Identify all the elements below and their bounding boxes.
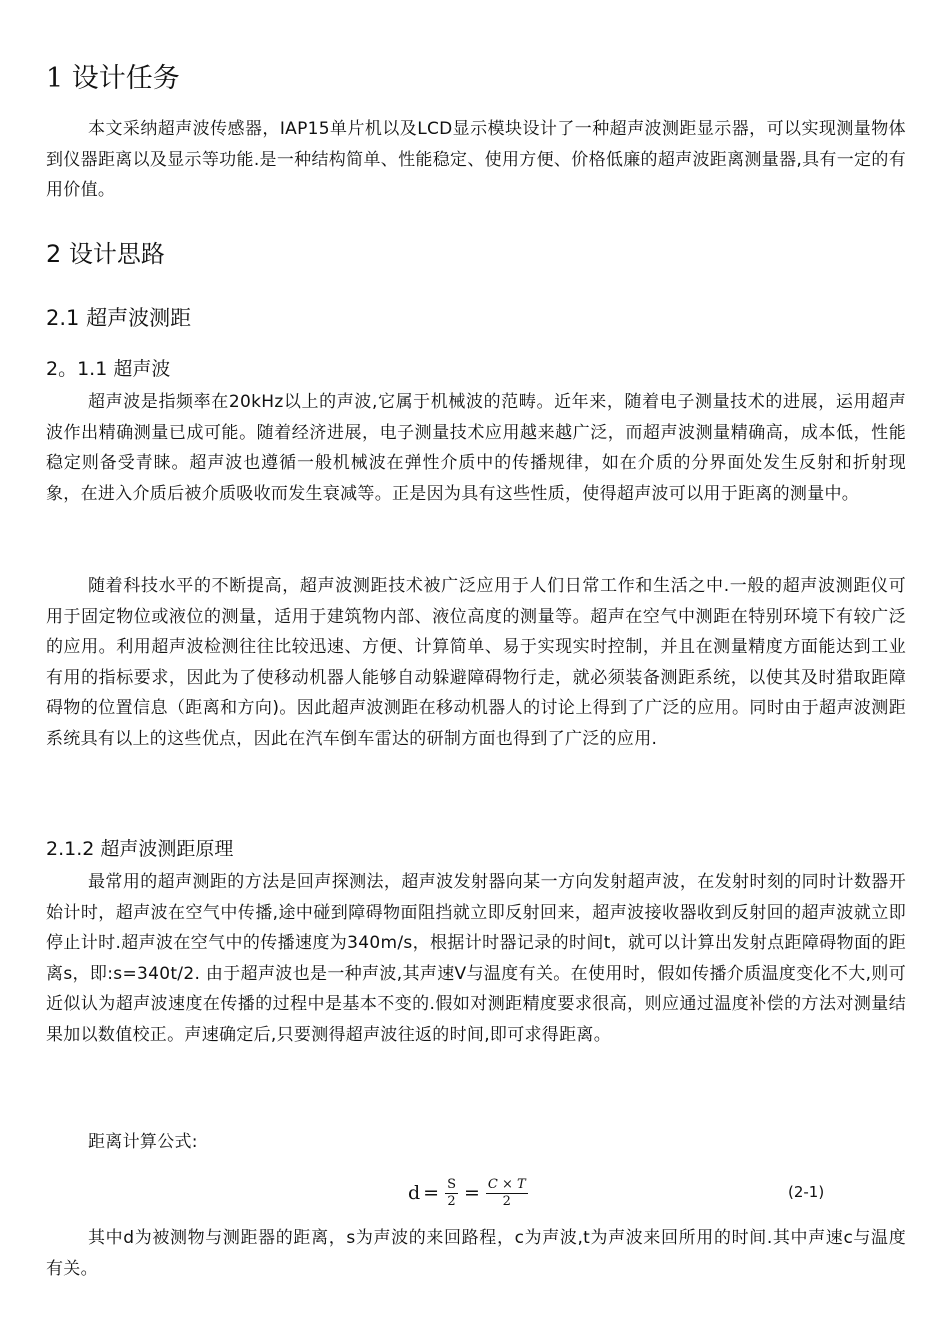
section-2-1-1-heading: 2。1.1 超声波 — [46, 358, 171, 380]
distance-formula — [0, 1173, 950, 1213]
fraction-2-numerator: C × T — [487, 1176, 526, 1192]
formula-expression — [408, 1173, 531, 1213]
formula-equals-1: = — [423, 1182, 440, 1204]
fraction-2-denominator: 2 — [502, 1193, 511, 1209]
formula-lhs: d — [408, 1182, 421, 1204]
section-2-1-2-paragraph-1: 最常用的超声测距的方法是回声探测法，超声波发射器向某一方向发射超声波，在发射时刻的同时计数器开始计时，超声波在空气中传播,途中碰到障碍物面阻挡就立即反射回来，超声波接收器收到反射回的超声波就立即停止计时.超声波在空气中的传播速度为340m/s，根据计时器记录的时间t，就可以计算出发射点距障碍物面的距离s，即:s=340t/2. 由于超声波也是一种声波,其声速V与温度有关。在使用时，假如传播介质温度变化不大,则可近似认为超声波速度在传播的过程中是基本不变的.假如对测距精度要求很高，则应通过温度补偿的方法对测量结果加以数值校正。声速确定后,只要测得超声波往返的时间,即可求得距离。 — [46, 872, 906, 1045]
section-2-heading: 2 设计思路 — [46, 240, 165, 268]
formula-equals-2: = — [464, 1182, 480, 1204]
section-1-paragraph: 本文采纳超声波传感器，IAP15单片机以及LCD显示模块设计了一种超声波测距显示器，可以实现测量物体到仪器距离以及显示等功能.是一种结构简单、性能稳定、使用方便、价格低廉的超声波距离测量器,具有一定的有用价值。 — [46, 119, 906, 201]
formula-fraction-1 — [445, 1177, 458, 1210]
section-2-1-1-paragraph-2: 随着科技水平的不断提高，超声波测距技术被广泛应用于人们日常工作和生活之中.一般的超声波测距仪可用于固定物位或液位的测量，适用于建筑物内部、液位高度的测量等。超声在空气中测距在特别环境下有较广泛的应用。利用超声波检测往往比较迅速、方便、计算简单、易于实现实时控制，并且在测量精度方面能达到工业有用的指标要求，因此为了使移动机器人能够自动躲避障碍物行走，就必须装备测距系统，以使其及时猎取距障碍物的位置信息（距离和方向)。因此超声波测距在移动机器人的讨论上得到了广泛的应用。同时由于超声波测距系统具有以上的这些优点，因此在汽车倒车雷达的研制方面也得到了广泛的应用. — [46, 576, 906, 749]
section-2-1-heading: 2.1 超声波测距 — [46, 306, 192, 330]
section-2-1-2-paragraph-2: 距离计算公式: — [88, 1132, 198, 1152]
section-1-heading: 1 设计任务 — [46, 63, 180, 94]
fraction-1-denominator: 2 — [447, 1193, 456, 1209]
fraction-1-numerator: S — [447, 1176, 456, 1192]
section-2-1-2-paragraph-3: 其中d为被测物与测距器的距离，s为声波的来回路程，c为声波,t为声波来回所用的时间.其中声速c与温度有关。 — [46, 1228, 906, 1279]
formula-number: (2-1) — [788, 1183, 825, 1201]
formula-fraction-2 — [486, 1177, 528, 1210]
section-2-1-2-heading: 2.1.2 超声波测距原理 — [46, 838, 234, 860]
section-2-1-1-paragraph-1: 超声波是指频率在20kHz以上的声波,它属于机械波的范畴。近年来，随着电子测量技术的进展，运用超声波作出精确测量已成可能。随着经济进展，电子测量技术应用越来越广泛，而超声波测量精确高，成本低，性能稳定则备受青睐。超声波也遵循一般机械波在弹性介质中的传播规律，如在介质的分界面处发生反射和折射现象，在进入介质后被介质吸收而发生衰减等。正是因为具有这些性质，使得超声波可以用于距离的测量中。 — [46, 392, 906, 504]
